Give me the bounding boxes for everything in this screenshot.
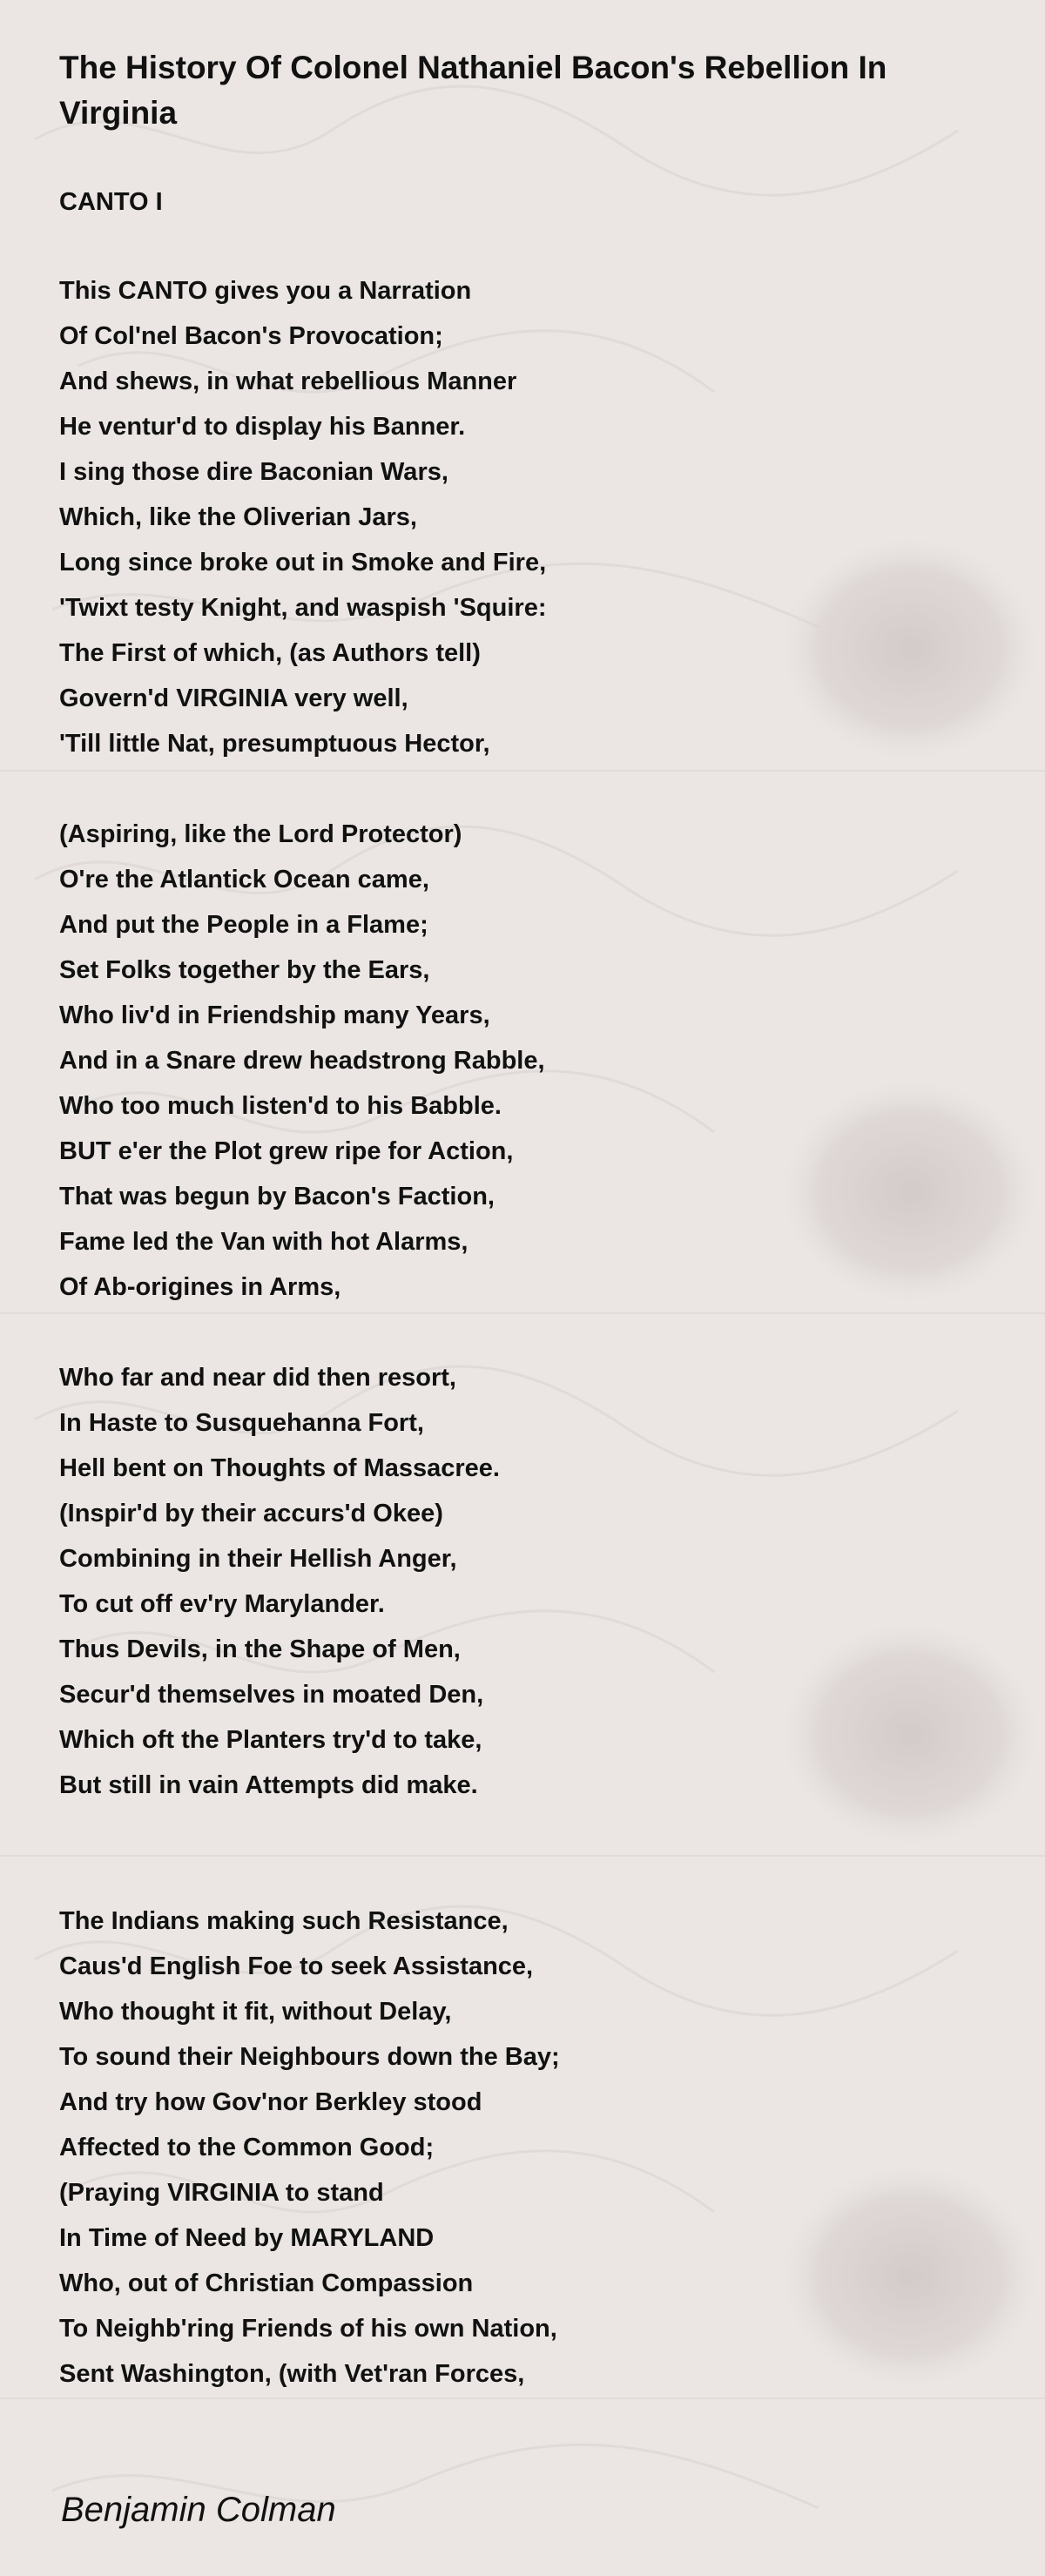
poem-line: Which oft the Planters try'd to take, (59, 1726, 482, 1754)
poem-line: That was begun by Bacon's Faction, (59, 1183, 495, 1210)
poem-line: Secur'd themselves in moated Den, (59, 1681, 484, 1709)
poem-line: To Neighb'ring Friends of his own Nation, (59, 2315, 557, 2343)
poem-line: Who far and near did then resort, (59, 1364, 456, 1392)
poem-line: To sound their Neighbours down the Bay; (59, 2043, 560, 2071)
poem-title: The History Of Colonel Nathaniel Bacon's Rebellion In Virginia (59, 50, 887, 131)
poem-line: I sing those dire Baconian Wars, (59, 458, 448, 486)
poem-line: 'Till little Nat, presumptuous Hector, (59, 730, 490, 758)
poem-line: Govern'd VIRGINIA very well, (59, 684, 408, 712)
poem-line: Of Col'nel Bacon's Provocation; (59, 322, 443, 350)
poem-line: And try how Gov'nor Berkley stood (59, 2088, 482, 2116)
poem-line: Hell bent on Thoughts of Massacree. (59, 1454, 500, 1482)
poem-author: Benjamin Colman (61, 2491, 336, 2529)
poem-line: (Aspiring, like the Lord Protector) (59, 820, 462, 848)
stanza-3 (59, 1355, 1000, 1808)
poem-line: Which, like the Oliverian Jars, (59, 503, 417, 531)
poem-line: And shews, in what rebellious Manner (59, 368, 517, 395)
poem-line: Long since broke out in Smoke and Fire, (59, 549, 547, 577)
poem-line: BUT e'er the Plot grew ripe for Action, (59, 1137, 514, 1165)
poem-line: The First of which, (as Authors tell) (59, 639, 481, 667)
poem-line: Who, out of Christian Compassion (59, 2269, 474, 2297)
poem-line: To cut off ev'ry Marylander. (59, 1590, 385, 1618)
poem-line: 'Twixt testy Knight, and waspish 'Squire: (59, 594, 547, 622)
poem-line: This CANTO gives you a Narration (59, 277, 472, 305)
poem-line: But still in vain Attempts did make. (59, 1771, 478, 1799)
stanza-2 (59, 812, 1000, 1310)
poem-line: Who liv'd in Friendship many Years, (59, 1001, 490, 1029)
poem-line: In Haste to Susquehanna Fort, (59, 1409, 424, 1437)
poem-line: The Indians making such Resistance, (59, 1907, 509, 1935)
poem-line: He ventur'd to display his Banner. (59, 413, 466, 441)
poem-line: And put the People in a Flame; (59, 911, 428, 939)
stanza-4 (59, 1898, 1000, 2397)
stanza-1 (59, 268, 1000, 766)
poem-line: Affected to the Common Good; (59, 2134, 435, 2161)
poem-line: Caus'd English Foe to seek Assistance, (59, 1952, 534, 1980)
poem-line: Of Ab-origines in Arms, (59, 1273, 341, 1301)
poem-line: Sent Washington, (with Vet'ran Forces, (59, 2360, 525, 2388)
poem-line: Combining in their Hellish Anger, (59, 1545, 457, 1573)
poem-container (59, 45, 1000, 2397)
canto-heading: CANTO I (59, 188, 163, 216)
poem-line: Who thought it fit, without Delay, (59, 1998, 452, 2026)
poem-line: In Time of Need by MARYLAND (59, 2224, 435, 2252)
poem-line: O're the Atlantick Ocean came, (59, 866, 429, 894)
poem-line: Set Folks together by the Ears, (59, 956, 430, 984)
poem-line: Who too much listen'd to his Babble. (59, 1092, 502, 1120)
poem-line: (Praying VIRGINIA to stand (59, 2179, 384, 2207)
poem-line: And in a Snare drew headstrong Rabble, (59, 1047, 545, 1075)
poem-line: Fame led the Van with hot Alarms, (59, 1228, 469, 1256)
poem-line: (Inspir'd by their accurs'd Okee) (59, 1500, 443, 1527)
poem-line: Thus Devils, in the Shape of Men, (59, 1635, 461, 1663)
